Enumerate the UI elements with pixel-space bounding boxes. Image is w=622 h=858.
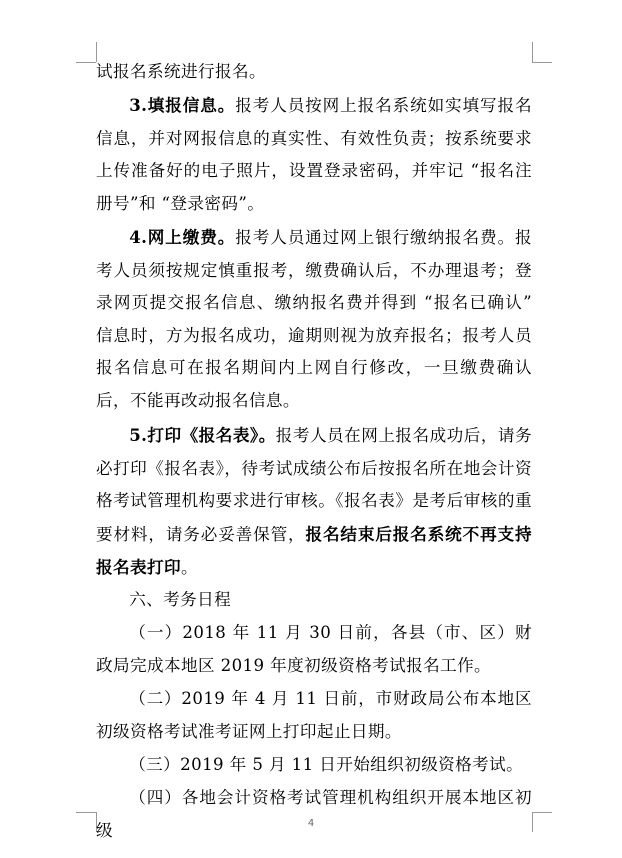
text-run: 报考人员按网上报名系统如实填写报名信息，并对网报信息的真实性、有效性负责；按系统要求上传准备好的电子照片，设置登录密码，并牢记 “报名注册号”和 “登录密码”。 [96,96,532,213]
crop-mark-top-right-v [532,42,533,62]
page-number: 4 [307,818,315,829]
paragraph-online-payment [96,221,532,418]
schedule-item-3 [96,749,532,782]
text-run: 。 [180,558,198,578]
crop-mark-top-right-h [532,62,552,63]
paragraph-print-form [96,419,532,585]
text-run: （二）2019 年 4 月 11 日前，市财政局公布本地区初级资格考试准考证网上打印起止日期。 [96,689,532,741]
bold-text-run: 5.打印《报名表》。 [129,425,276,445]
crop-mark-top-left-h [76,62,96,63]
text-run: （四）各地会计资格考试管理机构组织开展本地区初级 [96,788,532,840]
schedule-item-4 [96,782,532,847]
paragraph-fill-info [96,89,532,220]
crop-mark-bottom-left-h [76,812,96,813]
text-run: 试报名系统进行报名。 [96,62,266,81]
text-run: （三）2019 年 5 月 11 日开始组织初级资格考试。 [129,755,524,774]
schedule-item-2 [96,683,532,748]
text-run: （一）2018 年 11 月 30 日前，各县（市、区）财政局完成本地区 2019 年度初级资格考试报名工作。 [96,623,532,675]
schedule-item-1 [96,617,532,682]
bold-text-run: 4.网上缴费。 [129,227,236,247]
bold-text-run: 报名结束后报名系统不再支持报名表打印 [96,523,532,578]
text-run: 六、考务日程 [129,590,232,609]
text-run: 报考人员在网上报名成功后，请务必打印《报名表》，待考试成绩公布后按报名所在地会计资格考试管理机构要求进行审核。《报名表》是考后审核的重要材料，请务必妥善保管， [96,426,532,544]
paragraph-continuation [96,56,532,89]
crop-mark-bottom-right-h [532,812,552,813]
section-heading-schedule [96,584,532,617]
text-run: 报考人员通过网上银行缴纳报名费。报考人员须按规定慎重报考，缴费确认后，不办理退考；登录网页提交报名信息、缴纳报名费并得到 “报名已确认” 信息时，方为报名成功，逾期则视为放弃报名；报考人员报名信息可在报名期间内上网自行修改，一旦缴费确认后，不能再改动报名信息。 [96,228,532,410]
bold-text-run: 3.填报信息。 [129,95,236,115]
